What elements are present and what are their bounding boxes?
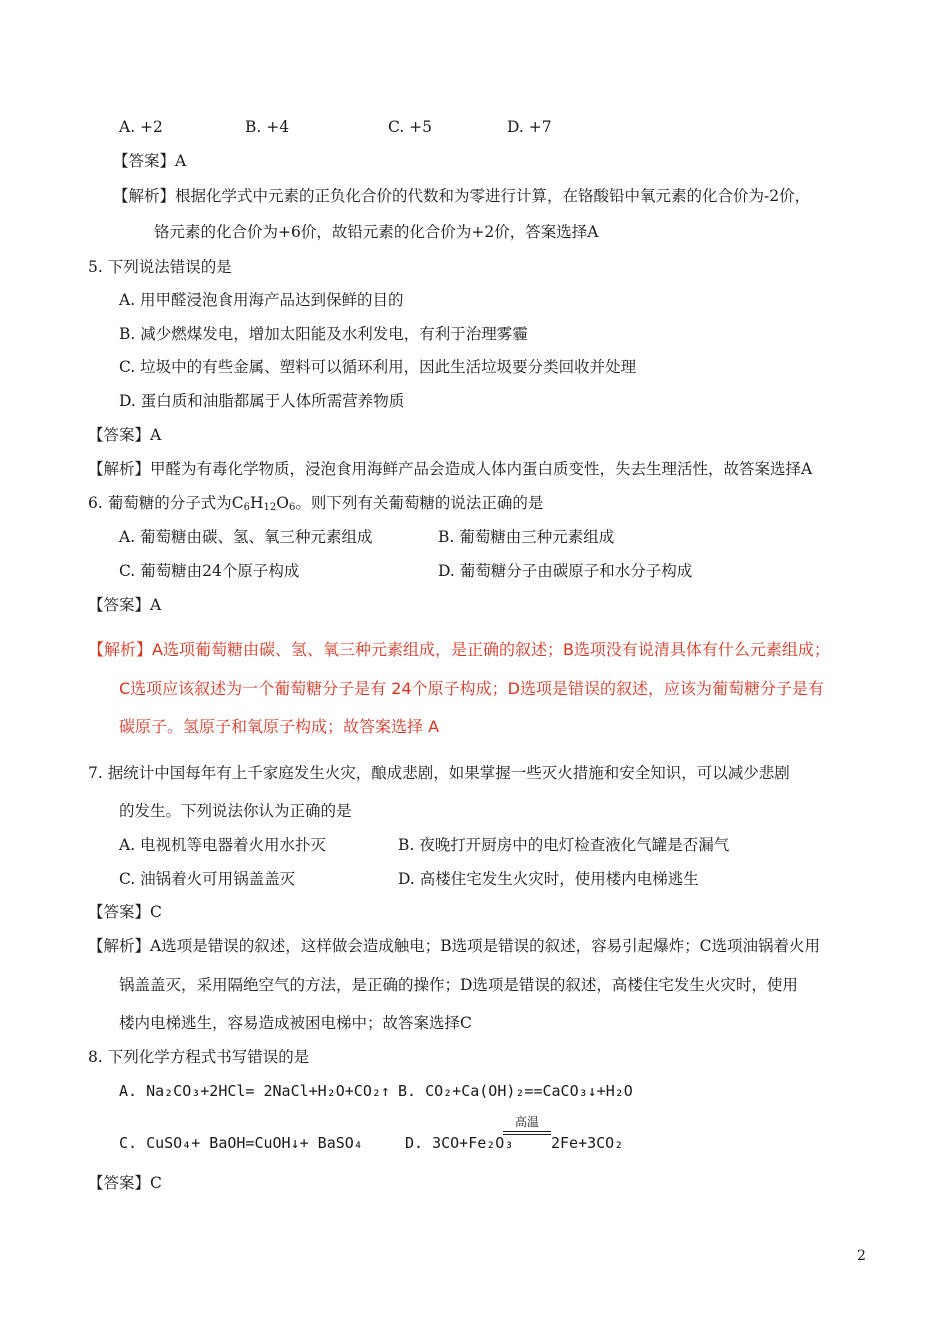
q7-option-a: A. 电视机等电器着火用水扑灭	[119, 836, 327, 854]
q4-option-a: A. +2	[119, 118, 163, 136]
q6-analysis-line1: 【解析】A选项葡萄糖由碳、氢、氧三种元素组成，是正确的叙述；B选项没有说清具体有什么元素组成；	[88, 640, 830, 659]
q7-option-b: B. 夜晚打开厨房中的电灯检查液化气罐是否漏气	[398, 836, 730, 854]
q6-stem-tail: 。则下列有关葡萄糖的说法正确的是	[295, 494, 544, 512]
q8-option-a: A. Na₂CO₃+2HCl= 2NaCl+H₂O+CO₂↑	[119, 1082, 390, 1100]
q5-option-c: C. 垃圾中的有些金属、塑料可以循环利用，因此生活垃圾要分类回收并处理	[119, 358, 637, 376]
q7-analysis-line1: 【解析】A选项是错误的叙述，这样做会造成触电；B选项是错误的叙述，容易引起爆炸；C选项油锅着火用	[88, 937, 820, 955]
q4-option-b: B. +4	[245, 118, 290, 136]
q8-option-d-right: 2Fe+3CO₂	[551, 1134, 624, 1152]
equals-line-top	[503, 1131, 551, 1132]
q7-option-c: C. 油锅着火可用锅盖盖灭	[119, 870, 296, 888]
q7-stem-line1: 7. 据统计中国每年有上千家庭发生火灾，酿成悲剧，如果掌握一些灭火措施和安全知识，可以减少悲剧	[88, 764, 790, 782]
reaction-condition: 高温	[514, 1115, 539, 1129]
q5-option-d: D. 蛋白质和油脂都属于人体所需营养物质	[119, 392, 405, 410]
q6-option-d: D. 葡萄糖分子由碳原子和水分子构成	[438, 562, 693, 580]
q6-option-a: A. 葡萄糖由碳、氢、氧三种元素组成	[119, 528, 373, 546]
glucose-formula: $C_6H_{12}O_6$	[231, 494, 296, 513]
q4-analysis-line2: 铬元素的化合价为+6价，故铅元素的化合价为+2价，答案选择A	[154, 223, 599, 241]
q6-stem	[88, 493, 543, 518]
q6-option-c: C. 葡萄糖由24个原子构成	[119, 562, 300, 580]
q8-answer: 【答案】C	[88, 1174, 162, 1192]
q4-option-d: D. +7	[507, 118, 552, 136]
q4-analysis-line1: 【解析】根据化学式中元素的正负化合价的代数和为零进行计算，在铬酸铅中氧元素的化合价为-2价，	[113, 187, 811, 205]
q5-stem: 5. 下列说法错误的是	[88, 258, 232, 276]
q5-answer: 【答案】A	[88, 426, 162, 444]
page-number: 2	[857, 1248, 866, 1264]
q7-analysis-line2: 锅盖盖灭，采用隔绝空气的方法，是正确的操作；D选项是错误的叙述，高楼住宅发生火灾时，使用	[119, 976, 798, 994]
equals-line-bottom	[503, 1134, 551, 1135]
q8-stem: 8. 下列化学方程式书写错误的是	[88, 1048, 310, 1066]
q7-stem-line2: 的发生。下列说法你认为正确的是	[119, 802, 352, 820]
q8-option-d-left: D. 3CO+Fe₂O₃	[405, 1134, 514, 1152]
q5-option-b: B. 减少燃煤发电，增加太阳能及水利发电，有利于治理雾霾	[119, 325, 528, 343]
q6-answer: 【答案】A	[88, 596, 162, 614]
q7-option-d: D. 高楼住宅发生火灾时，使用楼内电梯逃生	[398, 870, 699, 888]
q7-analysis-line3: 楼内电梯逃生，容易造成被困电梯中；故答案选择C	[119, 1014, 472, 1032]
q5-analysis: 【解析】甲醛为有毒化学物质，浸泡食用海鲜产品会造成人体内蛋白质变性，失去生理活性，故答案选择A	[88, 460, 813, 478]
q6-stem-head: 6. 葡萄糖的分子式为	[88, 494, 232, 512]
q4-option-c: C. +5	[388, 118, 433, 136]
q6-option-b: B. 葡萄糖由三种元素组成	[438, 528, 615, 546]
q4-answer: 【答案】A	[113, 152, 187, 170]
q8-option-b: B. CO₂+Ca(OH)₂==CaCO₃↓+H₂O	[398, 1082, 633, 1100]
q6-analysis-line2: C选项应该叙述为一个葡萄糖分子是有 24个原子构成；D选项是错误的叙述，应该为葡萄糖分子是有	[119, 679, 824, 698]
q8-option-c: C. CuSO₄+ BaOH=CuOH↓+ BaSO₄	[119, 1134, 363, 1152]
q7-answer: 【答案】C	[88, 903, 162, 921]
q6-analysis-line3: 碳原子。氢原子和氧原子构成；故答案选择 A	[119, 717, 440, 736]
q5-option-a: A. 用甲醛浸泡食用海产品达到保鲜的目的	[119, 291, 404, 309]
